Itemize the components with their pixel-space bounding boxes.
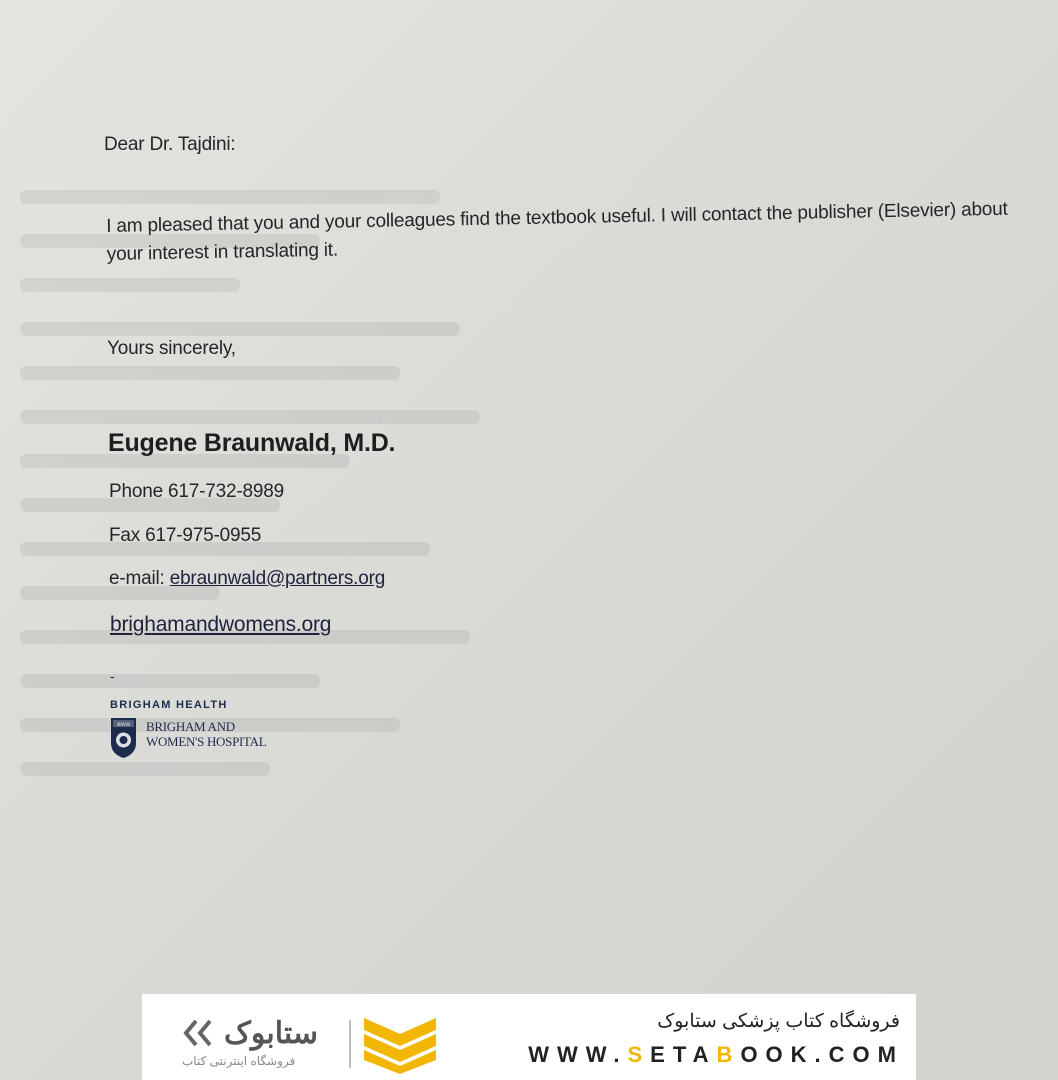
greeting: Dear Dr. Tajdini: — [104, 134, 236, 155]
signature-name: Eugene Braunwald, M.D. — [108, 429, 396, 457]
brand-subtitle: فروشگاه اینترنتی کتاب — [182, 1054, 296, 1068]
store-title: فروشگاه کتاب پزشکی ستابوک — [657, 1011, 900, 1032]
url-part-5: OOK.COM — [740, 1042, 904, 1067]
url-part-2: S — [627, 1042, 651, 1067]
brigham-logo — [110, 699, 310, 763]
chevron-logo-icon — [362, 1016, 438, 1074]
body-line-2: your interest in translating it. — [106, 239, 339, 265]
body-line-1: I am pleased that you and your colleagues find the textbook useful. I will contact the publisher (Elsevier) about — [106, 198, 1008, 237]
watermark-banner — [142, 994, 916, 1080]
dash: - — [110, 668, 115, 684]
email-line — [109, 568, 385, 590]
email-link[interactable]: ebraunwald@partners.org — [169, 568, 386, 589]
url-part-1: WWW. — [528, 1042, 628, 1067]
shield-icon — [110, 717, 137, 759]
closing: Yours sincerely, — [107, 338, 236, 359]
url-part-4: B — [716, 1042, 741, 1067]
store-url[interactable] — [528, 1042, 904, 1068]
brand-arrows-icon — [182, 1018, 222, 1048]
phone-number: Phone 617-732-8989 — [109, 481, 284, 502]
logo-line-1: BRIGHAM AND — [146, 719, 235, 734]
fax-number: Fax 617-975-0955 — [109, 525, 262, 546]
website-link[interactable]: brighamandwomens.org — [110, 613, 332, 636]
letter-body — [106, 196, 1008, 269]
email-label: e-mail: — [109, 568, 170, 589]
brand-logo — [182, 1014, 372, 1074]
logo-header: BRIGHAM HEALTH — [110, 699, 228, 711]
bleed-through-text — [20, 160, 520, 920]
shield-text: BWH — [117, 722, 130, 728]
url-part-3: ETA — [650, 1042, 717, 1067]
brand-name: ستابوک — [224, 1017, 319, 1050]
divider — [349, 1020, 351, 1068]
logo-line-2: WOMEN'S HOSPITAL — [146, 734, 267, 749]
